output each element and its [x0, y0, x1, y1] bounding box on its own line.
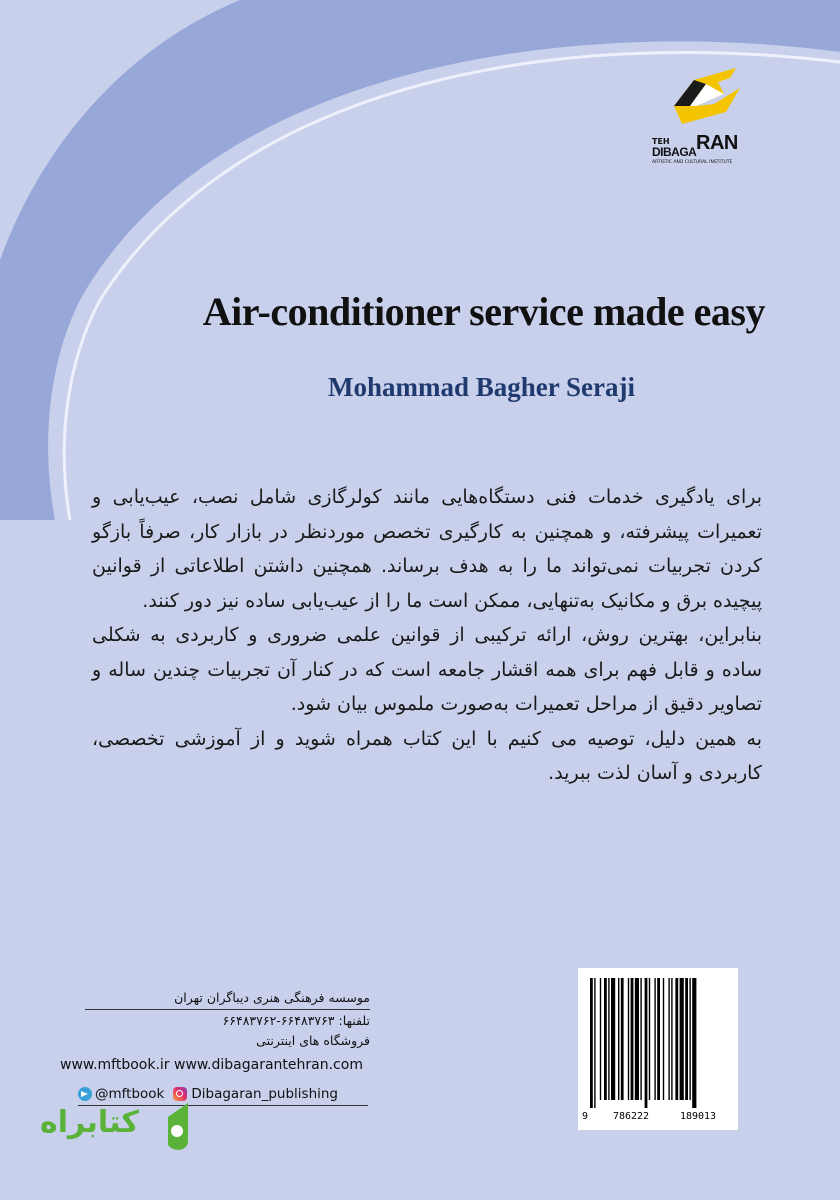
isbn-first-digit: 9: [582, 1111, 589, 1122]
barcode-bar: [604, 978, 607, 1100]
publisher-name: موسسه فرهنگی هنری دیباگران تهران: [174, 990, 370, 1005]
divider: [85, 1009, 370, 1010]
barcode-bar: [621, 978, 624, 1100]
barcode-bar: [628, 978, 629, 1100]
book-title: Air-conditioner service made easy: [202, 289, 765, 334]
instagram-handle: Dibagaran_publishing: [191, 1086, 338, 1102]
barcode-bar: [692, 978, 696, 1108]
yellow-book-logo-icon: [666, 66, 746, 128]
telegram-handle: @mftbook: [95, 1086, 165, 1102]
barcode-bar: [680, 978, 684, 1100]
barcode-bar: [675, 978, 678, 1100]
barcode-bar: [611, 978, 615, 1100]
publisher-websites: www.mftbook.ir www.dibagarantehran.com: [60, 1057, 363, 1073]
book-description: [92, 480, 762, 791]
isbn-barcode: [578, 968, 738, 1130]
barcode-bar: [608, 978, 609, 1100]
online-stores-label: فروشگاه های اینترنتی: [256, 1033, 370, 1048]
barcode-bar: [663, 978, 664, 1100]
barcode-bar: [649, 978, 650, 1100]
logo-word-dibaga: DIBAGA: [652, 145, 697, 159]
logo-word-ran: RAN: [696, 132, 738, 154]
description-paragraph: بنابراین، بهترین روش، ارائه ترکیبی از قوانین علمی ضروری و کاربردی به شکلی ساده و قابل فهم برای همه اقشار جامعه است که در کنار آن تجربیات چندین ساله و تصاویر دقیق از مراحل تعمیرات به‌صورت ملموس بیان شود.: [92, 624, 762, 715]
barcode-bar: [645, 978, 648, 1108]
description-paragraph: برای یادگیری خدمات فنی دستگاه‌هایی مانند کولرگازی شامل نصب، عیب‌یابی و تعمیرات پیشرفته، و همچنین به کارگیری تخصص موردنظر در بازار کار، صرفاً بازگو کردن تجربیات نمی‌تواند ما را به هدف برساند. همچنین داشتن اطلاعاتی از قوانین پیچیده برق و مکانیک به‌تنهایی، ممکن است ما را از عیب‌یابی ساده نیز دور کنند.: [92, 486, 762, 612]
barcode-bar: [668, 978, 669, 1100]
book-author: Mohammad Bagher Seraji: [328, 372, 635, 402]
ketabrah-wordmark: کتابراه: [40, 1105, 139, 1140]
barcode-bar: [631, 978, 634, 1100]
barcode-bar: [671, 978, 672, 1100]
isbn-left-group: 786222: [612, 1111, 650, 1122]
isbn-numbers: [582, 1111, 734, 1122]
publisher-info: [60, 988, 370, 1077]
barcode-bar: [685, 978, 688, 1100]
barcode-bar: [594, 978, 595, 1108]
publisher-phones: تلفنها: ۶۶۴۸۳۷۶۳-۶۶۴۸۳۷۶۲: [222, 1013, 370, 1028]
isbn-right-group: 189013: [679, 1111, 717, 1122]
barcode-bar: [654, 978, 655, 1100]
barcode-bar: [618, 978, 619, 1100]
barcode-bar: [635, 978, 639, 1100]
ketabrah-logo-icon: [158, 1095, 198, 1157]
barcode-bar: [600, 978, 601, 1100]
barcode-bar: [590, 978, 593, 1108]
logo-subtitle: ARTISTIC AND CULTURAL INSTITUTE: [652, 160, 733, 165]
barcode-bar: [640, 978, 641, 1100]
publisher-logo: [652, 66, 752, 166]
logo-word-teh: TEH: [652, 137, 670, 146]
ketabrah-brand: [40, 1095, 200, 1165]
barcode-bar: [657, 978, 660, 1100]
barcode-bar: [689, 978, 690, 1100]
description-paragraph: به همین دلیل، توصیه می کنیم با این کتاب همراه شوید و از آموزشی تخصصی، کاربردی و آسان لذت ببرید.: [92, 727, 762, 784]
barcode-bars: [588, 978, 728, 1108]
